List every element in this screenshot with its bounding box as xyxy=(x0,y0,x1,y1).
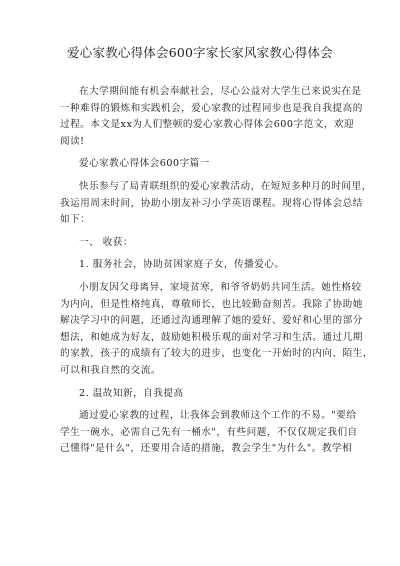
text-line: 通过爱心家教的过程，让我体会到教师这个工作的不易。"要给 xyxy=(79,410,357,422)
list-item-2: 2. 温故知新，自我提高 xyxy=(79,387,184,399)
document-title: 爱心家教心得体会600字家长家风家教心得体会 xyxy=(67,45,333,60)
intro-paragraph xyxy=(60,84,363,150)
paragraph-2 xyxy=(60,280,373,380)
text-line: 解决学习中的问题，还通过沟通理解了她的爱好、爱好和心里的部分 xyxy=(60,315,363,327)
text-line: 己懂得"是什么"，还要用合适的措施，教会学生"为什么"。教学相 xyxy=(60,443,353,455)
text-line: 为内向，但是性格纯真，尊敬师长，也比较勤奋刻苦。我除了协助她 xyxy=(60,298,363,310)
text-line: 可以和我自然的交流。 xyxy=(60,364,161,376)
text-line: 快乐参与了局青联组织的爱心家教活动，在短短多种月的时间里， xyxy=(79,180,372,192)
text-line: 在大学期间能有机会奉献社会，尽心公益对大学生已来说实在是 xyxy=(79,86,362,97)
paragraph-1 xyxy=(60,179,372,229)
text-line: 学生一碗水，必需自己先有一桶水"，有些问题，不仅仅规定我们自 xyxy=(60,426,358,438)
paragraph-3 xyxy=(60,408,356,458)
outline-heading-1: 一、 收获： xyxy=(79,236,134,248)
section-title: 爱心家教心得体会600字篇一 xyxy=(79,158,210,170)
text-line: 想法，和她成为好友，鼓励她积极乐观的面对学习和生活。通过几期 xyxy=(60,331,363,343)
list-item-1: 1. 服务社会，协助贫困家庭子女，传播爱心。 xyxy=(79,259,285,271)
text-line: 的家教，孩子的成绩有了较大的进步，也变化一开始时的内向、陌生， xyxy=(60,348,373,360)
text-line: 过程。本文是xx为人们整顿的爱心家教心得体会600字范文，欢迎 xyxy=(60,119,355,131)
text-line: 阅读! xyxy=(60,135,85,147)
text-line: 小朋友因父母离异，家境贫寒，和爷爷奶奶共同生活。她性格较 xyxy=(79,281,362,293)
text-line: 一种难得的锻炼和实践机会，爱心家教的过程同步也是我自我提高的 xyxy=(60,102,363,114)
text-line: 我运用周末时间，协助小朋友补习小学英语课程。现将心得体会总结 xyxy=(60,197,363,209)
text-line: 如下： xyxy=(60,214,91,226)
